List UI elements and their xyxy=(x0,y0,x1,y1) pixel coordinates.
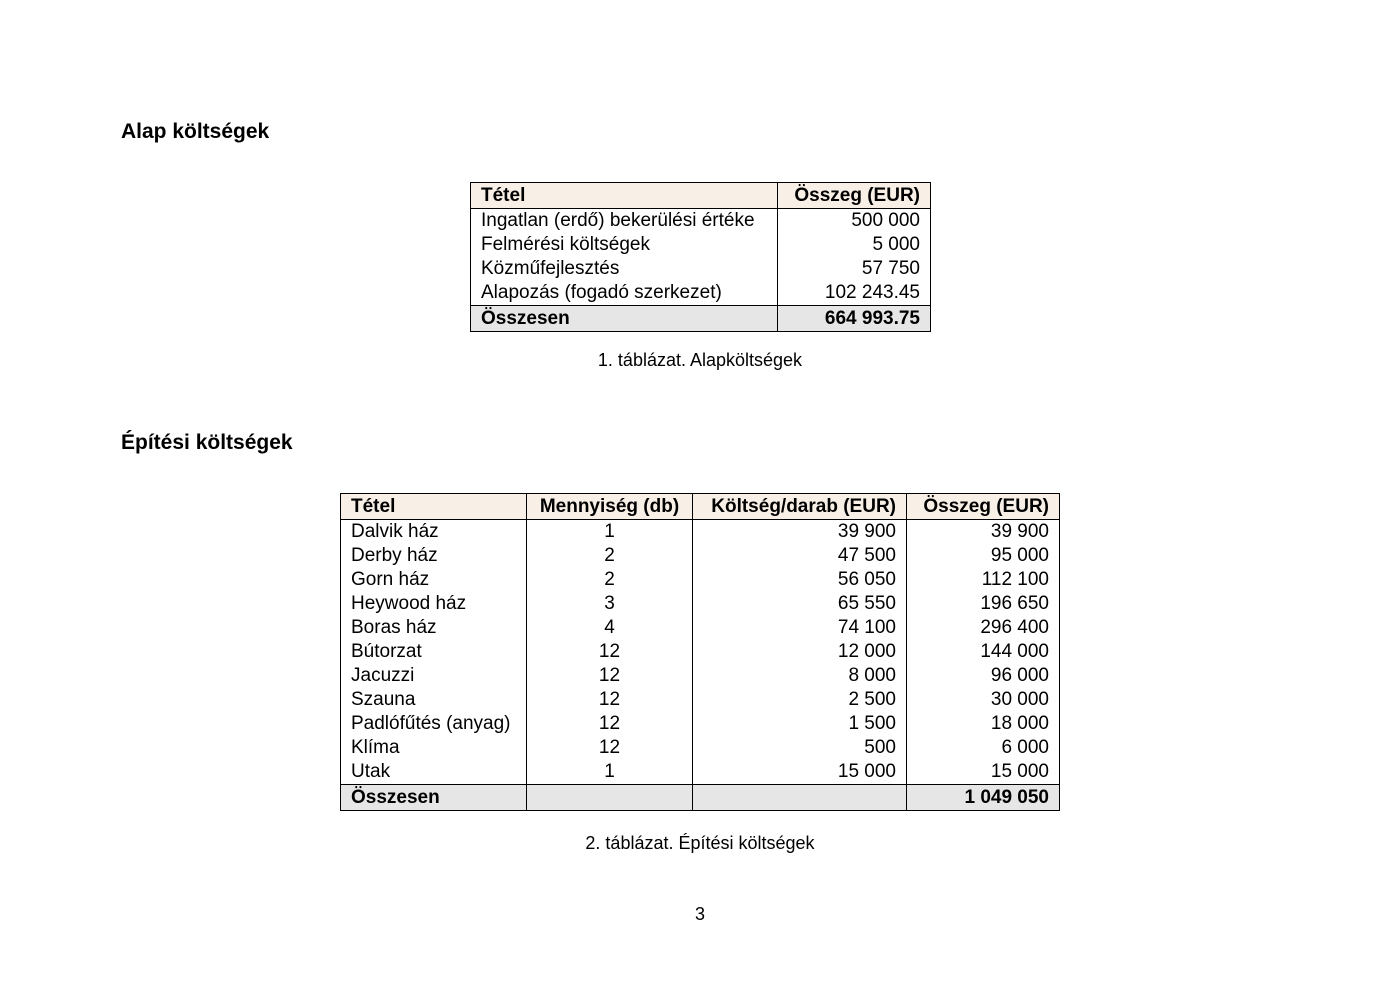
amount-cell: 39 900 xyxy=(907,520,1060,545)
table-row xyxy=(341,760,1060,785)
amount-cell: 30 000 xyxy=(907,688,1060,712)
table-row xyxy=(341,568,1060,592)
table-row xyxy=(471,233,931,257)
unit-cost-cell: 1 500 xyxy=(693,712,907,736)
item-cell: Ingatlan (erdő) bekerülési értéke xyxy=(471,209,778,234)
unit-cost-cell: 15 000 xyxy=(693,760,907,785)
table-header-row xyxy=(471,183,931,209)
item-cell: Gorn ház xyxy=(341,568,527,592)
amount-cell: 5 000 xyxy=(778,233,931,257)
quantity-cell: 3 xyxy=(527,592,693,616)
table-row xyxy=(471,257,931,281)
total-label: Összesen xyxy=(341,785,527,811)
unit-cost-cell: 12 000 xyxy=(693,640,907,664)
total-amount: 664 993.75 xyxy=(778,306,931,332)
item-cell: Utak xyxy=(341,760,527,785)
column-header-amount: Összeg (EUR) xyxy=(907,494,1060,520)
amount-cell: 196 650 xyxy=(907,592,1060,616)
table-row xyxy=(341,664,1060,688)
item-cell: Padlófűtés (anyag) xyxy=(341,712,527,736)
quantity-cell: 12 xyxy=(527,664,693,688)
table-caption: 2. táblázat. Építési költségek xyxy=(585,833,815,853)
total-unit-cost xyxy=(693,785,907,811)
column-header-amount: Összeg (EUR) xyxy=(778,183,931,209)
quantity-cell: 12 xyxy=(527,640,693,664)
table-row xyxy=(341,616,1060,640)
amount-cell: 57 750 xyxy=(778,257,931,281)
amount-cell: 96 000 xyxy=(907,664,1060,688)
amount-cell: 296 400 xyxy=(907,616,1060,640)
table-row xyxy=(341,712,1060,736)
total-label: Összesen xyxy=(471,306,778,332)
quantity-cell: 2 xyxy=(527,544,693,568)
unit-cost-cell: 47 500 xyxy=(693,544,907,568)
amount-cell: 18 000 xyxy=(907,712,1060,736)
page-number: 3 xyxy=(694,904,705,924)
item-cell: Dalvik ház xyxy=(341,520,527,545)
item-cell: Jacuzzi xyxy=(341,664,527,688)
unit-cost-cell: 65 550 xyxy=(693,592,907,616)
amount-cell: 112 100 xyxy=(907,568,1060,592)
table-row xyxy=(341,688,1060,712)
quantity-cell: 2 xyxy=(527,568,693,592)
table-row xyxy=(341,640,1060,664)
column-header-quantity: Mennyiség (db) xyxy=(527,494,693,520)
unit-cost-cell: 2 500 xyxy=(693,688,907,712)
item-cell: Klíma xyxy=(341,736,527,760)
table-row xyxy=(341,592,1060,616)
column-header-unit-cost: Költség/darab (EUR) xyxy=(693,494,907,520)
amount-cell: 144 000 xyxy=(907,640,1060,664)
amount-cell: 500 000 xyxy=(778,209,931,234)
amount-cell: 6 000 xyxy=(907,736,1060,760)
base-costs-table xyxy=(470,182,931,332)
table-row xyxy=(341,544,1060,568)
quantity-cell: 12 xyxy=(527,736,693,760)
item-cell: Alapozás (fogadó szerkezet) xyxy=(471,281,778,306)
quantity-cell: 12 xyxy=(527,688,693,712)
table-row xyxy=(471,209,931,234)
construction-costs-table xyxy=(340,493,1060,811)
quantity-cell: 12 xyxy=(527,712,693,736)
amount-cell: 15 000 xyxy=(907,760,1060,785)
quantity-cell: 1 xyxy=(527,760,693,785)
section-title-base-costs: Alap költségek xyxy=(121,120,270,143)
item-cell: Bútorzat xyxy=(341,640,527,664)
item-cell: Felmérési költségek xyxy=(471,233,778,257)
column-header-item: Tétel xyxy=(471,183,778,209)
total-row xyxy=(341,785,1060,811)
item-cell: Boras ház xyxy=(341,616,527,640)
table-header-row xyxy=(341,494,1060,520)
unit-cost-cell: 39 900 xyxy=(693,520,907,545)
table-row xyxy=(471,281,931,306)
amount-cell: 95 000 xyxy=(907,544,1060,568)
total-row xyxy=(471,306,931,332)
quantity-cell: 1 xyxy=(527,520,693,545)
column-header-item: Tétel xyxy=(341,494,527,520)
table-row xyxy=(341,520,1060,545)
unit-cost-cell: 8 000 xyxy=(693,664,907,688)
table-caption: 1. táblázat. Alapköltségek xyxy=(597,350,803,370)
total-quantity xyxy=(527,785,693,811)
item-cell: Közműfejlesztés xyxy=(471,257,778,281)
table-row xyxy=(341,736,1060,760)
item-cell: Szauna xyxy=(341,688,527,712)
item-cell: Derby ház xyxy=(341,544,527,568)
amount-cell: 102 243.45 xyxy=(778,281,931,306)
total-amount: 1 049 050 xyxy=(907,785,1060,811)
item-cell: Heywood ház xyxy=(341,592,527,616)
unit-cost-cell: 56 050 xyxy=(693,568,907,592)
unit-cost-cell: 74 100 xyxy=(693,616,907,640)
section-title-construction-costs: Építési költségek xyxy=(121,431,293,454)
unit-cost-cell: 500 xyxy=(693,736,907,760)
quantity-cell: 4 xyxy=(527,616,693,640)
